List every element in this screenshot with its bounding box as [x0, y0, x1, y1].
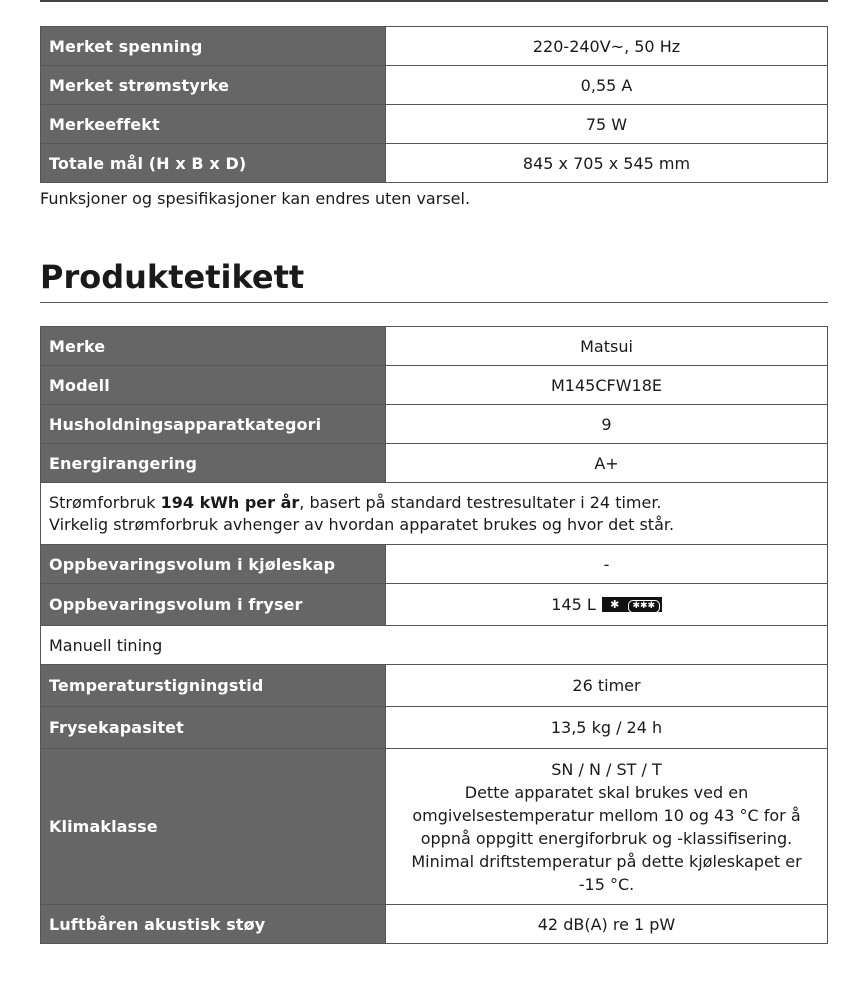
table-row — [41, 144, 828, 183]
consumption-suffix: , basert på standard testresultater i 24 timer. — [299, 492, 662, 512]
climate-line: Dette apparatet skal brukes ved en — [464, 782, 749, 802]
table-row — [41, 27, 828, 66]
freezer-volume-cell — [386, 584, 828, 626]
fridge-volume-value: - — [386, 545, 828, 584]
climate-line: omgivelsestemperatur mellom 10 og 43 °C for å — [412, 805, 801, 825]
disclaimer-note: Funksjoner og spesifikasjoner kan endres uten varsel. — [40, 189, 471, 208]
dimensions-value: 845 x 705 x 545 mm — [386, 144, 828, 183]
table-row — [41, 545, 828, 584]
table-row — [41, 584, 828, 626]
model-label: Modell — [41, 366, 386, 405]
noise-value: 42 dB(A) re 1 pW — [386, 905, 828, 944]
consumption-prefix: Strømforbruk — [49, 492, 161, 512]
rated-power-label: Merkeeffekt — [41, 105, 386, 144]
table-row — [41, 327, 828, 366]
climate-line: oppnå oppgitt energiforbruk og -klassifisering. — [420, 828, 793, 848]
climate-line: Minimal driftstemperatur på dette kjøleskapet er — [411, 851, 802, 871]
table-row — [41, 626, 828, 665]
table-row — [41, 665, 828, 707]
noise-label: Luftbåren akustisk støy — [41, 905, 386, 944]
table-row — [41, 405, 828, 444]
table-row — [41, 66, 828, 105]
table-row — [41, 905, 828, 944]
climate-class-label: Klimaklasse — [41, 749, 386, 905]
energy-rating-value: A+ — [386, 444, 828, 483]
product-label-table — [40, 326, 828, 944]
climate-class-value — [386, 749, 828, 905]
category-label: Husholdningsapparatkategori — [41, 405, 386, 444]
top-divider — [40, 0, 828, 2]
freeze-capacity-label: Frysekapasitet — [41, 707, 386, 749]
table-row — [41, 444, 828, 483]
section-title: Produktetikett — [40, 258, 305, 296]
rated-power-value: 75 W — [386, 105, 828, 144]
dimensions-label: Totale mål (H x B x D) — [41, 144, 386, 183]
freezer-star-icon: ✱ — [610, 598, 620, 611]
table-row — [41, 749, 828, 905]
three-star-icon: ✱✱✱ — [628, 600, 660, 613]
table-row — [41, 105, 828, 144]
freezer-volume-label: Oppbevaringsvolum i fryser — [41, 584, 386, 626]
energy-rating-label: Energirangering — [41, 444, 386, 483]
fridge-volume-label: Oppbevaringsvolum i kjøleskap — [41, 545, 386, 584]
climate-line: -15 °C. — [578, 874, 635, 894]
rated-current-label: Merket strømstyrke — [41, 66, 386, 105]
consumption-value: 194 kWh per år — [160, 492, 300, 512]
temp-rise-label: Temperaturstigningstid — [41, 665, 386, 707]
energy-consumption-info — [41, 483, 828, 545]
specifications-table — [40, 26, 828, 183]
consumption-line-1 — [49, 492, 819, 514]
brand-value: Matsui — [386, 327, 828, 366]
model-value: M145CFW18E — [386, 366, 828, 405]
table-row — [41, 707, 828, 749]
title-divider — [40, 302, 828, 303]
table-row — [41, 366, 828, 405]
defrost-type: Manuell tining — [41, 626, 828, 665]
category-value: 9 — [386, 405, 828, 444]
freeze-capacity-value: 13,5 kg / 24 h — [386, 707, 828, 749]
consumption-line-2: Virkelig strømforbruk avhenger av hvordan apparatet brukes og hvor det står. — [49, 514, 675, 534]
climate-line: SN / N / ST / T — [551, 759, 662, 779]
rated-voltage-value: 220-240V~, 50 Hz — [386, 27, 828, 66]
rated-voltage-label: Merket spenning — [41, 27, 386, 66]
table-row — [41, 483, 828, 545]
four-star-freezer-icon — [602, 597, 662, 612]
freezer-volume-value: 145 L — [551, 595, 596, 614]
rated-current-value: 0,55 A — [386, 66, 828, 105]
temp-rise-value: 26 timer — [386, 665, 828, 707]
brand-label: Merke — [41, 327, 386, 366]
